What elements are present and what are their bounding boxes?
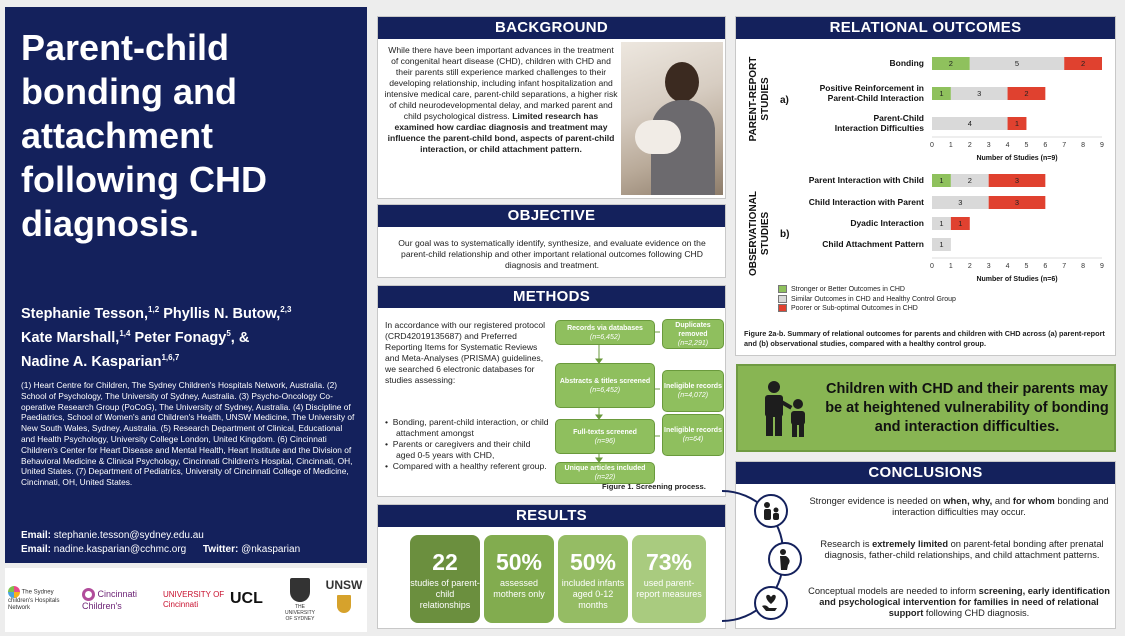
flow-count: (n=2,291) [677,339,709,347]
stat-number: 73% [645,549,693,575]
bar-value-label: 1 [939,89,944,98]
group-label: STUDIES [760,211,771,256]
logo-text: THE UNIVERSITY OF SYDNEY [284,604,315,622]
affiliations: (1) Heart Centre for Children, The Sydney Children's Hospitals Network, Australia. (2) School of Psychology, The University of Sydney, Australia. (3) Psycho-Oncology Co-operative Research Group (PoCoG), The University of Sydney, Australia. (4) Discipline of Paediatrics, School of Women's and Children's Health, UNSW Medicine, The University of New South Wales, Sydney, Australia. (5) Research Department of Clinical, Educational and Health Psychology, University College London, United Kingdom. (6) Cincinnati Children's Center for Heart Disease and Mental Health, Heart Institute and the Division of Behavioral Medicine & Clinical Psychology, Cincinnati Children's Hospital, Cincinnati, OH, United States. (7) Department of Pediatrics, University of Cincinnati College of Medicine, Cincinnati, OH, United States. [21,380,355,488]
category-label: Parent-Child [873,113,924,123]
flow-label: Records via databases [567,324,643,332]
legend-item [778,285,1108,295]
flow-unique-box [555,462,655,484]
axis-title: Number of Studies (n=6) [976,276,1058,283]
flow-count: (n=6,452) [589,333,621,341]
bar-value-label: 1 [939,176,944,185]
bar-value-label: 2 [1081,59,1086,68]
cchmc-logo-icon [82,588,95,601]
tick-label: 2 [967,263,972,270]
tick-label: 7 [1062,142,1067,149]
tick-label: 0 [930,263,934,270]
criteria-text: Parents or caregivers and their child aged 0-5 years with CHD, [392,439,531,460]
conclusion-emphasis: when, why, [943,496,993,506]
objective-header: OBJECTIVE [378,205,725,227]
stat-number: 50% [495,549,543,575]
bar-value-label: 4 [967,119,972,128]
tick-label: 2 [967,142,972,149]
bar-value-label: 1 [939,240,944,249]
flow-count: (n=64) [682,436,704,443]
logo-cincinnati-childrens [82,588,160,611]
bar-value-label: 1 [1014,119,1020,128]
legend-swatch-red [778,304,787,312]
conclusion-emphasis: for whom [1012,496,1055,506]
conclusions-header: CONCLUSIONS [736,462,1115,484]
bar-value-label: 3 [1014,176,1020,185]
stat-card [410,535,480,623]
panel-letter: a) [780,95,789,106]
logo-schn [8,586,80,612]
tick-label: 8 [1081,142,1086,149]
bar-value-label: 5 [1014,59,1020,68]
methods-intro: In accordance with our registered protocol (CRD42019135687) and Preferred Reporting Items for Systematic Reviews and Meta-Analyses (PRISMA) guidelines, we searched 6 electronic databases for studies assessing: [385,320,546,385]
category-label: Bonding [889,58,924,68]
mother-baby-photo [621,42,723,195]
tick-label: 6 [1043,263,1048,270]
panel-letter: b) [780,229,790,240]
figure2-caption: Figure 2a-b. Summary of relational outcomes for parents and children with CHD across (a) parent-report and (b) observational studies, compared with a healthy control group. [744,329,1105,348]
bar-value-label: 1 [958,219,963,228]
objective-panel [377,204,726,278]
author-affil: 1,2 [148,305,160,314]
author-name: Nadine A. Kasparian [21,353,162,370]
logo-unsw [324,578,364,613]
methods-panel [377,285,726,497]
stat-card [632,535,706,623]
category-label: Child Attachment Pattern [822,239,924,249]
family-icon [760,500,782,522]
usyd-crest-icon [290,578,310,602]
figure1-caption: Figure 1. Screening process. [602,482,706,491]
bar-value-label: 3 [1014,198,1020,207]
tick-label: 8 [1081,263,1086,270]
logo-text: Cincinnati Children's [82,588,138,611]
criteria-text: Bonding, parent-child interaction, or child attachment amongst [392,417,549,438]
pregnant-icon [774,548,796,570]
conclusion-1 [806,496,1112,518]
flow-count: (n=96) [594,437,616,445]
unsw-crest-icon [337,595,351,613]
tick-label: 3 [986,142,991,149]
heart-hands-icon [760,592,782,614]
objective-text: Our goal was to systematically identify, synthesize, and evaluate evidence on the parent-child relationship and other important relational outcomes following CHD diagnosis and treatment. [398,238,706,270]
conclusion-emphasis: extremely limited [872,539,949,549]
group-label: OBSERVATIONAL [748,190,759,277]
logo-usyd [282,578,318,622]
logo-text: UNSW [325,578,363,592]
conclusion-text: bonding and interaction difficulties may occur. [892,496,1109,517]
authors [21,300,361,371]
tick-label: 9 [1100,263,1104,270]
axis-title: Number of Studies (n=9) [976,155,1058,162]
flow-abstracts-box [555,363,655,408]
flow-fulltext-box [555,419,655,454]
conclusion-text: and [992,496,1013,506]
baby-icon [635,120,681,154]
legend-item [778,304,1108,314]
author-sep: , & [230,329,250,346]
logo-text: The Sydney children's Hospitals Network [8,589,60,611]
category-label: Parent-Child Interaction [827,93,924,103]
background-text [384,45,618,155]
conclusion-icon-1 [754,494,788,528]
bar-value-label: 1 [939,219,944,228]
email-label: Email: [21,544,52,555]
conclusion-text: Research is [820,539,873,549]
logo-uc [163,590,227,610]
key-message-text: Children with CHD and their parents may be at heightened vulnerability of bonding and interaction difficulties. [825,381,1109,435]
tick-label: 5 [1024,263,1029,270]
conclusion-3 [806,586,1112,619]
bullet: • [385,439,393,449]
author-name: Kate Marshall, [21,329,120,346]
email-link[interactable]: stephanie.tesson@sydney.edu.au [53,530,204,541]
conclusion-text: Stronger evidence is needed on [809,496,944,506]
group-label: STUDIES [760,77,771,121]
category-label: Parent Interaction with Child [808,175,924,185]
flow-count: (n=4,072) [677,392,709,399]
flow-count: (n=6,452) [589,386,621,394]
tick-label: 9 [1100,142,1104,149]
legend-label: Stronger or Better Outcomes in CHD [791,286,905,293]
email-label: Email: [21,530,52,541]
legend-label: Poorer or Sub-optimal Outcomes in CHD [791,305,918,312]
flow-ineligible1-box [662,370,724,412]
author-affil: 1,4 [119,328,131,338]
conclusion-text: Conceptual models are needed to inform [808,586,979,596]
category-label: Child Interaction with Parent [808,197,924,207]
methods-header: METHODS [378,286,725,308]
bar-value-label: 3 [958,198,963,207]
schn-logo-icon [8,586,20,598]
criteria-text: Compared with a healthy referent group. [392,461,547,471]
tick-label: 0 [930,142,934,149]
conclusion-icon-2 [768,542,802,576]
author-affil: 5 [226,328,231,338]
logo-ucl: UCL [230,590,263,607]
stat-card [558,535,628,623]
key-message-box [736,364,1116,452]
chart-legend [778,285,1108,314]
stat-number: 50% [569,549,617,575]
stat-label: used parent-report measures [636,578,702,599]
category-label: Interaction Difficulties [834,123,924,133]
tick-label: 6 [1043,142,1048,149]
relational-header: RELATIONAL OUTCOMES [736,17,1115,39]
tick-label: 4 [1005,263,1010,270]
stat-label: studies of parent-child relationships [410,578,480,610]
flow-ineligible2-box [662,414,724,456]
flow-duplicates-box [662,319,724,349]
tick-label: 1 [948,263,953,270]
flow-label: Duplicates removed [675,321,711,338]
bar-value-label: 2 [1024,89,1029,98]
tick-label: 7 [1062,263,1067,270]
background-panel [377,16,726,199]
bar-value-label: 3 [977,89,982,98]
background-header: BACKGROUND [378,17,725,39]
results-header: RESULTS [378,505,725,527]
legend-label: Similar Outcomes in CHD and Healthy Control Group [791,295,956,303]
flow-label: Ineligible records [664,383,722,390]
legend-item [778,295,1108,305]
author-affil: 1,6,7 [161,352,180,362]
tick-label: 4 [1005,142,1010,149]
relational-chart [736,41,1115,313]
author-name: Peter Fonagy [130,329,227,346]
stat-label: included infants aged 0-12 months [561,578,625,610]
flow-count: (n=22) [594,474,616,481]
category-label: Positive Reinforcement in [819,83,924,93]
conclusion-2 [814,539,1110,561]
contact [21,529,361,557]
stat-label: assessed mothers only [493,578,545,599]
flow-label: Full-texts screened [573,428,637,436]
tick-label: 1 [948,142,953,149]
twitter-link[interactable]: @nkasparian [241,544,301,555]
conclusion-text: on parent-fetal bonding after prenatal diagnosis, father-child relationships, and child attachment patterns. [824,539,1104,560]
conclusion-emphasis: screening, early identification and psychological intervention for families in need of relational support [819,586,1110,618]
stat-card [484,535,554,623]
background-body: While there have been important advances in the treatment of congenital heart disease (CHD), children with CHD and their parents still experience marked challenges to their developing relationship, including infant hospitalization and intensive medical care, parent-child separations, a higher risk of child neurodevelopmental delay, and marked parent and child psychological distress. [384,45,618,121]
tick-label: 5 [1024,142,1029,149]
flow-records-box [555,320,655,345]
flow-label: Abstracts & titles screened [559,377,651,385]
logo-text: UNIVERSITY OF Cincinnati [163,590,225,609]
category-label: Dyadic Interaction [850,218,924,228]
flow-label: Ineligible records [664,427,722,434]
legend-swatch-green [778,285,787,293]
parent-child-icon [754,380,814,438]
group-label: PARENT-REPORT [748,56,759,142]
author-name: Stephanie Tesson, [21,305,149,322]
mother-head-icon [665,62,699,102]
flow-label: Unique articles included [564,465,646,472]
tick-label: 3 [986,263,991,270]
bullet: • [385,461,393,471]
email-link[interactable]: nadine.kasparian@cchmc.org [53,544,187,555]
author-name: Phyllis N. Butow, [159,305,281,322]
bar-value-label: 2 [948,59,953,68]
results-panel [377,504,726,629]
stat-number: 22 [432,549,458,575]
conclusion-icon-3 [754,586,788,620]
twitter-label: Twitter: [202,544,239,555]
bullet: • [385,417,393,427]
author-affil: 2,3 [280,305,292,314]
legend-swatch-grey [778,295,787,303]
poster-title: Parent-child bonding and attachment following CHD diagnosis. [21,27,267,244]
background-emphasis: Limited research has examined how cardiac diagnosis and treatment may influence the parent-child bond, aspects of parent-child interaction, or child attachment pattern. [387,111,615,154]
relational-panel [735,16,1116,356]
conclusions-panel [735,461,1116,629]
conclusion-text: following CHD diagnosis. [923,608,1030,618]
bar-value-label: 2 [967,176,972,185]
